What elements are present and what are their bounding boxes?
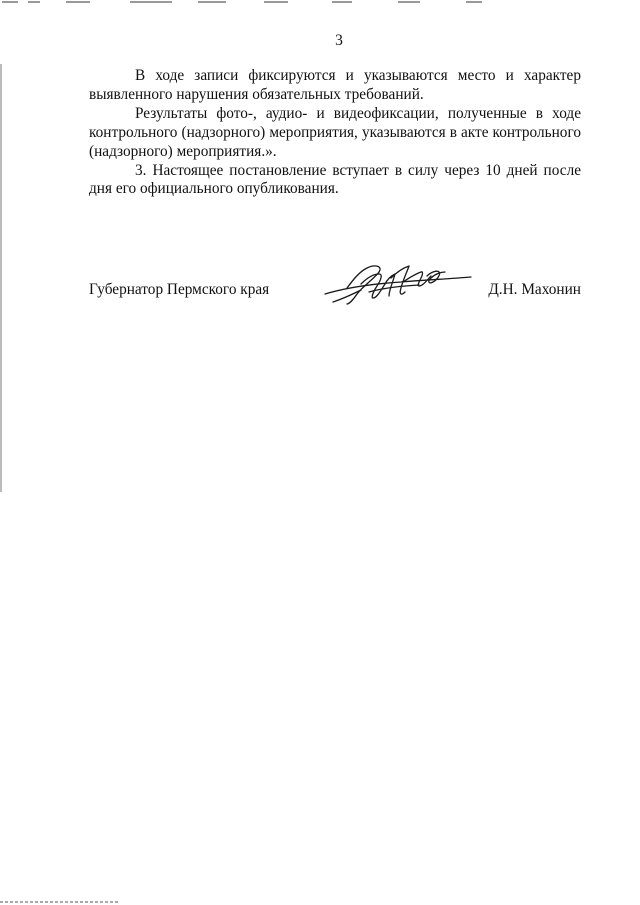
paragraph-results: Результаты фото-, аудио- и видеофиксации, полученные в ходе контрольного (надзорного) мероприятия, указываются в акте контрольного (надзорного) мероприятия.». [89, 104, 581, 160]
signature-block [89, 281, 581, 301]
paragraph-effective-date: 3. Настоящее постановление вступает в силу через 10 дней после дня его официального опубликования. [89, 161, 581, 198]
signer-title: Губернатор Пермского края [89, 281, 270, 298]
paragraph-recording: В ходе записи фиксируются и указываются место и характер выявленного нарушения обязательных требований. [89, 67, 581, 103]
body-text [89, 67, 581, 199]
signer-name: Д.Н. Махонин [488, 281, 581, 298]
page-number: 3 [335, 32, 343, 49]
